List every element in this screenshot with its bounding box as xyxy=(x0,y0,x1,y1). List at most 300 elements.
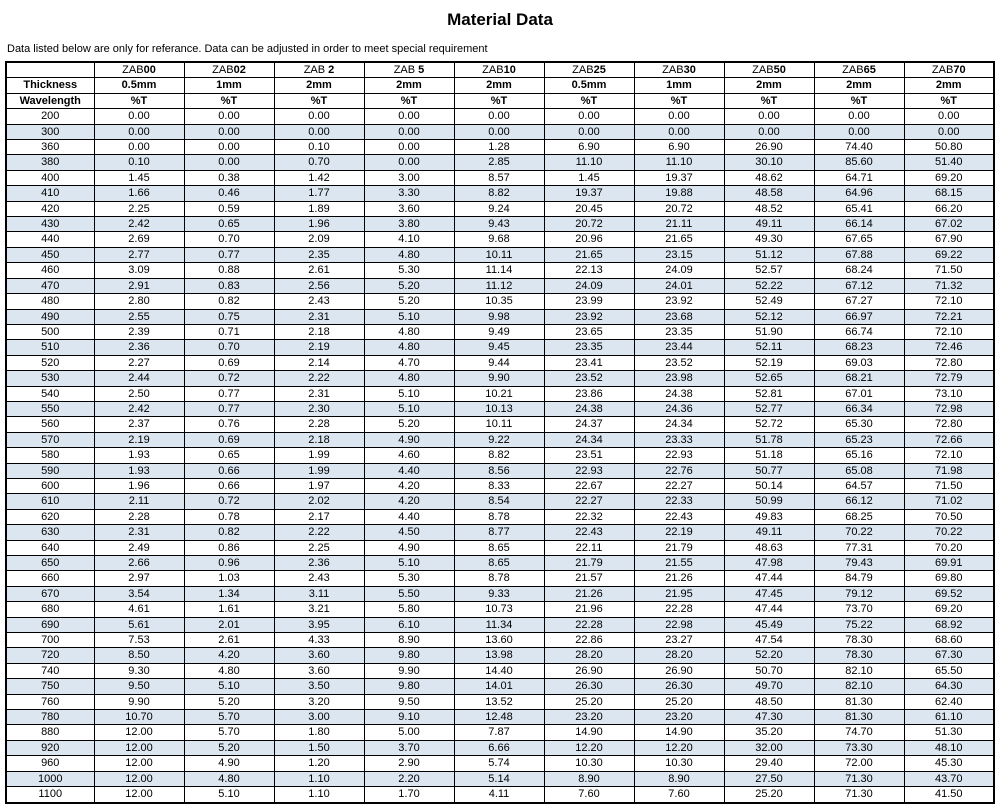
value-cell: 49.83 xyxy=(724,509,814,524)
table-row xyxy=(6,355,994,370)
table-row xyxy=(6,617,994,632)
value-cell: 66.20 xyxy=(904,201,994,216)
wavelength-cell: 570 xyxy=(6,432,94,447)
value-cell: 22.13 xyxy=(544,263,634,278)
value-cell: 20.72 xyxy=(634,201,724,216)
value-cell: 12.20 xyxy=(544,740,634,755)
value-cell: 5.00 xyxy=(364,725,454,740)
value-cell: 1.45 xyxy=(94,170,184,185)
value-cell: 21.79 xyxy=(544,556,634,571)
value-cell: 9.50 xyxy=(94,679,184,694)
value-cell: 71.30 xyxy=(814,787,904,803)
value-cell: 21.57 xyxy=(544,571,634,586)
value-cell: 47.98 xyxy=(724,556,814,571)
value-cell: 71.30 xyxy=(814,771,904,786)
value-cell: 2.42 xyxy=(94,401,184,416)
value-cell: 2.31 xyxy=(94,525,184,540)
unit-cell: %T xyxy=(904,93,994,108)
value-cell: 67.88 xyxy=(814,247,904,262)
value-cell: 10.30 xyxy=(544,756,634,771)
grade-header-cell xyxy=(814,62,904,78)
value-cell: 8.82 xyxy=(454,448,544,463)
value-cell: 9.43 xyxy=(454,217,544,232)
value-cell: 22.98 xyxy=(634,617,724,632)
value-cell: 43.70 xyxy=(904,771,994,786)
value-cell: 3.09 xyxy=(94,263,184,278)
value-cell: 26.30 xyxy=(634,679,724,694)
value-cell: 68.23 xyxy=(814,340,904,355)
grade-prefix: ZAB xyxy=(842,64,864,76)
table-row xyxy=(6,140,994,155)
value-cell: 73.30 xyxy=(814,740,904,755)
wavelength-cell: 920 xyxy=(6,740,94,755)
value-cell: 2.56 xyxy=(274,278,364,293)
value-cell: 68.24 xyxy=(814,263,904,278)
value-cell: 24.34 xyxy=(634,417,724,432)
value-cell: 82.10 xyxy=(814,679,904,694)
value-cell: 1.20 xyxy=(274,756,364,771)
value-cell: 1.99 xyxy=(274,463,364,478)
wavelength-cell: 540 xyxy=(6,386,94,401)
value-cell: 4.40 xyxy=(364,463,454,478)
value-cell: 1.89 xyxy=(274,201,364,216)
value-cell: 11.14 xyxy=(454,263,544,278)
value-cell: 2.01 xyxy=(184,617,274,632)
wavelength-cell: 780 xyxy=(6,710,94,725)
value-cell: 81.30 xyxy=(814,710,904,725)
value-cell: 11.12 xyxy=(454,278,544,293)
value-cell: 14.90 xyxy=(634,725,724,740)
value-cell: 49.11 xyxy=(724,217,814,232)
value-cell: 0.78 xyxy=(184,509,274,524)
wavelength-cell: 630 xyxy=(6,525,94,540)
value-cell: 70.22 xyxy=(814,525,904,540)
value-cell: 8.90 xyxy=(364,633,454,648)
thickness-cell: 0.5mm xyxy=(544,78,634,93)
wavelength-cell: 760 xyxy=(6,694,94,709)
value-cell: 22.28 xyxy=(544,617,634,632)
grade-header-cell xyxy=(184,62,274,78)
wavelength-cell: 480 xyxy=(6,294,94,309)
value-cell: 51.90 xyxy=(724,324,814,339)
value-cell: 0.10 xyxy=(94,155,184,170)
grade-code: 25 xyxy=(593,64,606,76)
value-cell: 3.60 xyxy=(364,201,454,216)
value-cell: 49.30 xyxy=(724,232,814,247)
value-cell: 12.48 xyxy=(454,710,544,725)
value-cell: 23.68 xyxy=(634,309,724,324)
value-cell: 21.65 xyxy=(634,232,724,247)
value-cell: 1.61 xyxy=(184,602,274,617)
value-cell: 2.22 xyxy=(274,371,364,386)
value-cell: 0.00 xyxy=(184,124,274,139)
value-cell: 23.98 xyxy=(634,371,724,386)
value-cell: 0.66 xyxy=(184,478,274,493)
value-cell: 70.50 xyxy=(904,509,994,524)
value-cell: 47.44 xyxy=(724,571,814,586)
value-cell: 23.20 xyxy=(544,710,634,725)
value-cell: 9.10 xyxy=(364,710,454,725)
value-cell: 3.70 xyxy=(364,740,454,755)
grade-prefix: ZAB xyxy=(393,64,416,76)
value-cell: 0.69 xyxy=(184,432,274,447)
value-cell: 4.80 xyxy=(184,663,274,678)
value-cell: 4.80 xyxy=(364,340,454,355)
value-cell: 52.72 xyxy=(724,417,814,432)
value-cell: 19.37 xyxy=(634,170,724,185)
value-cell: 0.00 xyxy=(634,109,724,124)
value-cell: 66.97 xyxy=(814,309,904,324)
value-cell: 2.90 xyxy=(364,756,454,771)
value-cell: 1.97 xyxy=(274,478,364,493)
value-cell: 69.03 xyxy=(814,355,904,370)
value-cell: 8.65 xyxy=(454,540,544,555)
value-cell: 0.77 xyxy=(184,247,274,262)
value-cell: 9.24 xyxy=(454,201,544,216)
wavelength-cell: 490 xyxy=(6,309,94,324)
table-row xyxy=(6,263,994,278)
value-cell: 4.20 xyxy=(184,648,274,663)
table-row xyxy=(6,232,994,247)
value-cell: 4.11 xyxy=(454,787,544,803)
value-cell: 3.60 xyxy=(274,648,364,663)
value-cell: 21.55 xyxy=(634,556,724,571)
value-cell: 3.00 xyxy=(364,170,454,185)
value-cell: 9.22 xyxy=(454,432,544,447)
value-cell: 71.50 xyxy=(904,263,994,278)
value-cell: 13.60 xyxy=(454,633,544,648)
value-cell: 1.10 xyxy=(274,771,364,786)
value-cell: 1.96 xyxy=(274,217,364,232)
value-cell: 0.70 xyxy=(184,340,274,355)
value-cell: 13.98 xyxy=(454,648,544,663)
value-cell: 2.36 xyxy=(94,340,184,355)
table-row xyxy=(6,571,994,586)
unit-cell: %T xyxy=(454,93,544,108)
grade-code: 10 xyxy=(503,64,516,76)
value-cell: 48.50 xyxy=(724,694,814,709)
table-row xyxy=(6,432,994,447)
value-cell: 8.33 xyxy=(454,478,544,493)
wavelength-cell: 600 xyxy=(6,478,94,493)
value-cell: 28.20 xyxy=(634,648,724,663)
value-cell: 67.01 xyxy=(814,386,904,401)
value-cell: 2.11 xyxy=(94,494,184,509)
value-cell: 0.00 xyxy=(724,124,814,139)
value-cell: 0.59 xyxy=(184,201,274,216)
value-cell: 8.65 xyxy=(454,556,544,571)
value-cell: 69.20 xyxy=(904,602,994,617)
value-cell: 23.65 xyxy=(544,324,634,339)
value-cell: 52.22 xyxy=(724,278,814,293)
table-row xyxy=(6,170,994,185)
grade-header-cell xyxy=(364,62,454,78)
grade-prefix: ZAB xyxy=(931,64,954,76)
value-cell: 69.91 xyxy=(904,556,994,571)
value-cell: 7.60 xyxy=(544,787,634,803)
value-cell: 0.71 xyxy=(184,324,274,339)
unit-cell: %T xyxy=(634,93,724,108)
grade-prefix: ZAB xyxy=(122,64,144,76)
wavelength-cell: 580 xyxy=(6,448,94,463)
disclaimer-note: Data listed below are only for referance. Data can be adjusted in order to meet special requirement xyxy=(7,43,488,55)
table-row xyxy=(6,124,994,139)
table-row xyxy=(6,201,994,216)
value-cell: 4.90 xyxy=(364,432,454,447)
wavelength-cell: 740 xyxy=(6,663,94,678)
value-cell: 19.88 xyxy=(634,186,724,201)
table-row xyxy=(6,494,994,509)
value-cell: 0.72 xyxy=(184,371,274,386)
value-cell: 7.87 xyxy=(454,725,544,740)
value-cell: 22.76 xyxy=(634,463,724,478)
value-cell: 24.01 xyxy=(634,278,724,293)
value-cell: 0.70 xyxy=(274,155,364,170)
value-cell: 0.00 xyxy=(814,124,904,139)
value-cell: 66.12 xyxy=(814,494,904,509)
value-cell: 65.50 xyxy=(904,663,994,678)
value-cell: 9.80 xyxy=(364,679,454,694)
value-cell: 0.65 xyxy=(184,217,274,232)
table-row xyxy=(6,648,994,663)
value-cell: 5.70 xyxy=(184,725,274,740)
wavelength-cell: 670 xyxy=(6,586,94,601)
value-cell: 0.77 xyxy=(184,386,274,401)
value-cell: 0.00 xyxy=(184,109,274,124)
value-cell: 69.22 xyxy=(904,247,994,262)
value-cell: 5.70 xyxy=(184,710,274,725)
value-cell: 51.78 xyxy=(724,432,814,447)
value-cell: 79.43 xyxy=(814,556,904,571)
value-cell: 1.96 xyxy=(94,478,184,493)
value-cell: 52.77 xyxy=(724,401,814,416)
value-cell: 8.54 xyxy=(454,494,544,509)
value-cell: 6.90 xyxy=(544,140,634,155)
value-cell: 66.74 xyxy=(814,324,904,339)
table-row xyxy=(6,787,994,803)
grade-code: 00 xyxy=(143,64,156,76)
corner-cell xyxy=(6,62,94,78)
value-cell: 3.30 xyxy=(364,186,454,201)
grade-prefix: ZAB xyxy=(572,64,594,76)
value-cell: 82.10 xyxy=(814,663,904,678)
value-cell: 81.30 xyxy=(814,694,904,709)
unit-cell: %T xyxy=(364,93,454,108)
value-cell: 2.50 xyxy=(94,386,184,401)
grade-prefix: ZAB xyxy=(212,64,234,76)
value-cell: 23.15 xyxy=(634,247,724,262)
value-cell: 2.35 xyxy=(274,247,364,262)
value-cell: 22.27 xyxy=(544,494,634,509)
value-cell: 74.70 xyxy=(814,725,904,740)
table-row xyxy=(6,540,994,555)
value-cell: 52.81 xyxy=(724,386,814,401)
table-row xyxy=(6,602,994,617)
value-cell: 14.01 xyxy=(454,679,544,694)
table-row xyxy=(6,278,994,293)
table-row xyxy=(6,740,994,755)
value-cell: 24.36 xyxy=(634,401,724,416)
value-cell: 4.80 xyxy=(184,771,274,786)
value-cell: 2.42 xyxy=(94,217,184,232)
value-cell: 1.93 xyxy=(94,463,184,478)
value-cell: 3.20 xyxy=(274,694,364,709)
wavelength-cell: 680 xyxy=(6,602,94,617)
value-cell: 2.69 xyxy=(94,232,184,247)
value-cell: 24.09 xyxy=(544,278,634,293)
value-cell: 22.27 xyxy=(634,478,724,493)
wavelength-cell: 1000 xyxy=(6,771,94,786)
value-cell: 65.16 xyxy=(814,448,904,463)
grade-code: 30 xyxy=(683,64,696,76)
value-cell: 2.61 xyxy=(184,633,274,648)
value-cell: 2.39 xyxy=(94,324,184,339)
value-cell: 3.95 xyxy=(274,617,364,632)
value-cell: 2.44 xyxy=(94,371,184,386)
value-cell: 21.79 xyxy=(634,540,724,555)
value-cell: 68.60 xyxy=(904,633,994,648)
value-cell: 10.35 xyxy=(454,294,544,309)
value-cell: 8.90 xyxy=(634,771,724,786)
value-cell: 0.00 xyxy=(544,124,634,139)
value-cell: 5.14 xyxy=(454,771,544,786)
value-cell: 51.18 xyxy=(724,448,814,463)
value-cell: 72.79 xyxy=(904,371,994,386)
material-data-table xyxy=(5,61,995,804)
value-cell: 2.66 xyxy=(94,556,184,571)
grade-code: 65 xyxy=(863,64,876,76)
value-cell: 48.52 xyxy=(724,201,814,216)
value-cell: 4.40 xyxy=(364,509,454,524)
value-cell: 9.90 xyxy=(94,694,184,709)
grade-code: 70 xyxy=(953,64,966,76)
value-cell: 2.43 xyxy=(274,571,364,586)
value-cell: 0.96 xyxy=(184,556,274,571)
value-cell: 10.70 xyxy=(94,710,184,725)
grade-header-cell xyxy=(274,62,364,78)
table-row xyxy=(6,155,994,170)
value-cell: 22.43 xyxy=(544,525,634,540)
grade-prefix: ZAB xyxy=(303,64,326,76)
value-cell: 24.34 xyxy=(544,432,634,447)
value-cell: 49.11 xyxy=(724,525,814,540)
value-cell: 5.10 xyxy=(184,679,274,694)
value-cell: 4.80 xyxy=(364,371,454,386)
value-cell: 22.33 xyxy=(634,494,724,509)
wavelength-row-label: Wavelength xyxy=(6,93,94,108)
value-cell: 5.10 xyxy=(364,401,454,416)
unit-cell: %T xyxy=(814,93,904,108)
unit-cell: %T xyxy=(184,93,274,108)
value-cell: 20.72 xyxy=(544,217,634,232)
value-cell: 10.73 xyxy=(454,602,544,617)
wavelength-cell: 200 xyxy=(6,109,94,124)
table-row xyxy=(6,679,994,694)
grade-code: 50 xyxy=(773,64,786,76)
value-cell: 13.52 xyxy=(454,694,544,709)
value-cell: 0.00 xyxy=(274,109,364,124)
value-cell: 74.40 xyxy=(814,140,904,155)
value-cell: 9.33 xyxy=(454,586,544,601)
value-cell: 67.02 xyxy=(904,217,994,232)
value-cell: 22.93 xyxy=(634,448,724,463)
value-cell: 1.80 xyxy=(274,725,364,740)
value-cell: 72.10 xyxy=(904,448,994,463)
value-cell: 84.79 xyxy=(814,571,904,586)
grade-prefix: ZAB xyxy=(482,64,504,76)
value-cell: 52.20 xyxy=(724,648,814,663)
wavelength-cell: 460 xyxy=(6,263,94,278)
value-cell: 5.10 xyxy=(364,309,454,324)
value-cell: 0.82 xyxy=(184,294,274,309)
value-cell: 72.80 xyxy=(904,355,994,370)
table-row xyxy=(6,756,994,771)
value-cell: 2.28 xyxy=(274,417,364,432)
value-cell: 0.00 xyxy=(274,124,364,139)
value-cell: 2.19 xyxy=(274,340,364,355)
wavelength-cell: 660 xyxy=(6,571,94,586)
value-cell: 5.10 xyxy=(364,556,454,571)
value-cell: 64.57 xyxy=(814,478,904,493)
value-cell: 12.00 xyxy=(94,725,184,740)
value-cell: 24.09 xyxy=(634,263,724,278)
value-cell: 69.20 xyxy=(904,170,994,185)
table-row xyxy=(6,371,994,386)
value-cell: 1.42 xyxy=(274,170,364,185)
value-cell: 2.55 xyxy=(94,309,184,324)
value-cell: 2.91 xyxy=(94,278,184,293)
value-cell: 0.00 xyxy=(94,109,184,124)
wavelength-cell: 400 xyxy=(6,170,94,185)
value-cell: 5.30 xyxy=(364,263,454,278)
value-cell: 2.30 xyxy=(274,401,364,416)
value-cell: 2.49 xyxy=(94,540,184,555)
value-cell: 8.90 xyxy=(544,771,634,786)
value-cell: 9.44 xyxy=(454,355,544,370)
table-row xyxy=(6,556,994,571)
table-row xyxy=(6,710,994,725)
value-cell: 6.66 xyxy=(454,740,544,755)
value-cell: 72.98 xyxy=(904,401,994,416)
value-cell: 2.19 xyxy=(94,432,184,447)
wavelength-cell: 440 xyxy=(6,232,94,247)
value-cell: 52.49 xyxy=(724,294,814,309)
value-cell: 70.20 xyxy=(904,540,994,555)
wavelength-cell: 960 xyxy=(6,756,94,771)
value-cell: 5.30 xyxy=(364,571,454,586)
value-cell: 8.78 xyxy=(454,571,544,586)
value-cell: 20.45 xyxy=(544,201,634,216)
thickness-cell: 0.5mm xyxy=(94,78,184,93)
value-cell: 1.66 xyxy=(94,186,184,201)
value-cell: 23.35 xyxy=(544,340,634,355)
value-cell: 61.10 xyxy=(904,710,994,725)
value-cell: 32.00 xyxy=(724,740,814,755)
value-cell: 45.49 xyxy=(724,617,814,632)
value-cell: 48.63 xyxy=(724,540,814,555)
value-cell: 0.10 xyxy=(274,140,364,155)
value-cell: 2.17 xyxy=(274,509,364,524)
value-cell: 71.02 xyxy=(904,494,994,509)
thickness-cell: 2mm xyxy=(814,78,904,93)
wavelength-cell: 880 xyxy=(6,725,94,740)
value-cell: 79.12 xyxy=(814,586,904,601)
grade-code: 02 xyxy=(233,64,246,76)
value-cell: 52.19 xyxy=(724,355,814,370)
value-cell: 9.49 xyxy=(454,324,544,339)
value-cell: 6.10 xyxy=(364,617,454,632)
value-cell: 66.34 xyxy=(814,401,904,416)
